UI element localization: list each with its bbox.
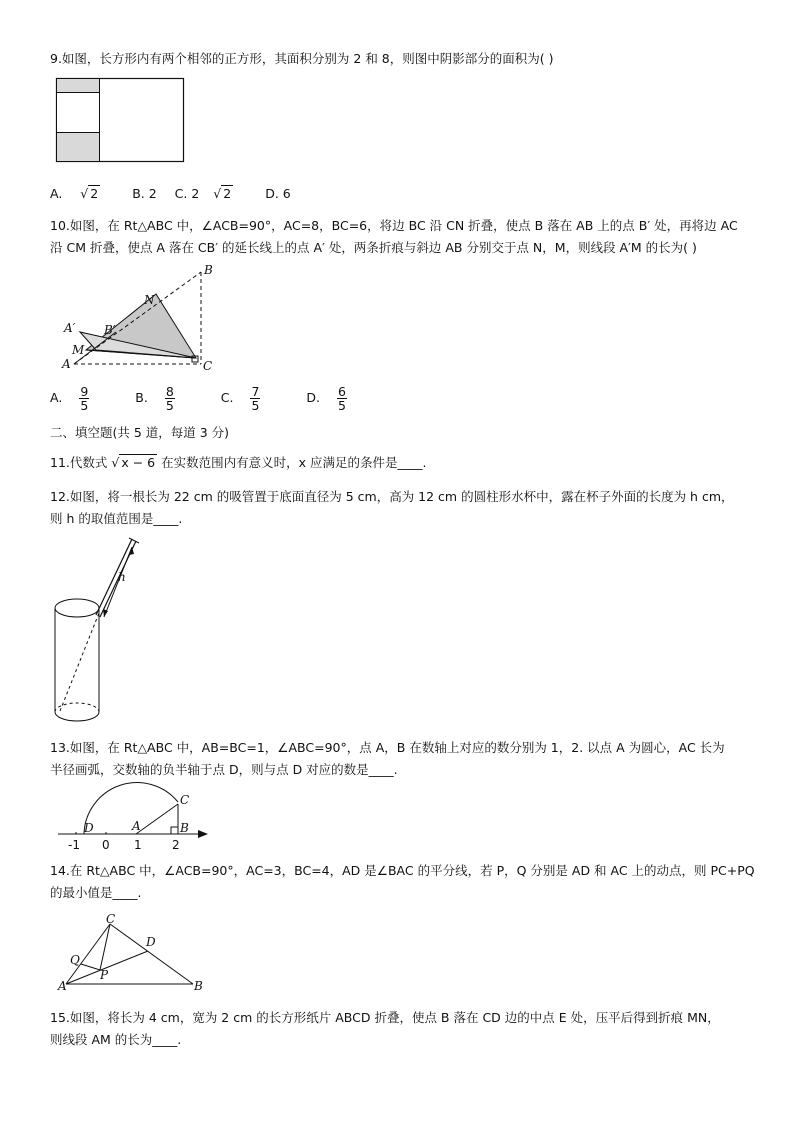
q14-label-q: Q bbox=[70, 953, 80, 967]
q9-option-b[interactable]: B. 2 bbox=[132, 186, 157, 201]
q10-option-d[interactable]: D. $\frac{6}{5}$ bbox=[306, 384, 346, 413]
q14-label-p: P bbox=[100, 968, 109, 982]
q13-stem-line1: 13.如图，在 Rt△ABC 中，AB=BC=1，∠ABC=90°，点 A，B 在数轴上对应的数分别为 1，2. 以点 A 为圆心，AC 长为 bbox=[50, 740, 725, 755]
q9-stem: 9.如图，长方形内有两个相邻的正方形，其面积分别为 2 和 8，则图中阴影部分的面积为( ) bbox=[50, 51, 554, 66]
q14-figure bbox=[56, 912, 216, 994]
q12-stem-line2: 则 h 的取值范围是____. bbox=[50, 511, 183, 526]
q10-figure bbox=[56, 262, 226, 377]
q10-option-a[interactable]: A. $\frac{9}{5}$ bbox=[50, 384, 89, 413]
q13-label-c: C bbox=[180, 793, 190, 807]
q10-label-a: A bbox=[62, 357, 71, 371]
q14-stem-line2: 的最小值是____. bbox=[50, 885, 142, 900]
q10-options bbox=[50, 385, 389, 412]
q14-label-b: B bbox=[194, 979, 203, 993]
q13-tick-2: 2 bbox=[172, 838, 180, 852]
q14-label-c: C bbox=[106, 912, 116, 926]
q10-option-c[interactable]: C. $\frac{7}{5}$ bbox=[220, 384, 260, 413]
q13-figure bbox=[56, 792, 216, 854]
q13-label-a: A bbox=[132, 819, 141, 833]
q14-label-a: A bbox=[58, 979, 67, 993]
q14-stem-line1: 14.在 Rt△ABC 中，∠ACB=90°，AC=3，BC=4，AD 是∠BAC 的平分线，若 P，Q 分别是 AD 和 AC 上的动点，则 PC+PQ bbox=[50, 863, 755, 878]
q10-stem-line1: 10.如图，在 Rt△ABC 中，∠ACB=90°，AC=8，BC=6，将边 BC 沿 CN 折叠，使点 B 落在 AB 上的点 B′ 处，再将边 AC bbox=[50, 218, 738, 233]
q13-label-b: B bbox=[180, 821, 189, 835]
q11-stem: 11.代数式 √ x − 6 在实数范围内有意义时，x 应满足的条件是____. bbox=[50, 455, 427, 470]
q12-figure bbox=[52, 535, 162, 730]
q15-stem-line1: 15.如图，将长为 4 cm，宽为 2 cm 的长方形纸片 ABCD 折叠，使点 B 落在 CD 边的中点 E 处，压平后得到折痕 MN， bbox=[50, 1010, 720, 1025]
q9-option-a[interactable]: A. √ 2 bbox=[50, 186, 99, 201]
q9-option-d[interactable]: D. 6 bbox=[265, 186, 291, 201]
q12-stem-line1: 12.如图，将一根长为 22 cm 的吸管置于底面直径为 5 cm，高为 12 cm 的圆柱形水杯中，露在杯子外面的长度为 h cm， bbox=[50, 489, 734, 504]
q10-label-b: B bbox=[204, 263, 213, 277]
q13-label-d: D bbox=[84, 821, 94, 835]
q13-stem-line2: 半径画弧，交数轴的负半轴于点 D，则与点 D 对应的数是____. bbox=[50, 762, 398, 777]
section-heading: 二、填空题(共 5 道，每道 3 分) bbox=[50, 425, 230, 440]
q14-label-d: D bbox=[146, 935, 156, 949]
q13-tick-minus1: -1 bbox=[68, 838, 80, 852]
q10-label-b-prime: B′ bbox=[104, 323, 116, 337]
q12-label-h: h bbox=[118, 570, 126, 584]
q9-option-c[interactable]: C. 2 √ 2 bbox=[174, 186, 232, 201]
q9-options bbox=[50, 186, 305, 201]
q10-stem-line2: 沿 CM 折叠，使点 A 落在 CB′ 的延长线上的点 A′ 处，两条折痕与斜边 AB 分别交于点 N，M，则线段 A′M 的长为( ) bbox=[50, 240, 697, 255]
q10-label-c: C bbox=[203, 359, 213, 373]
q15-stem-line2: 则线段 AM 的长为____. bbox=[50, 1032, 182, 1047]
q10-label-a-prime: A′ bbox=[64, 321, 76, 335]
q13-tick-1: 1 bbox=[134, 838, 142, 852]
q13-tick-0: 0 bbox=[102, 838, 110, 852]
q10-label-m: M bbox=[72, 343, 85, 357]
q9-figure bbox=[56, 78, 186, 164]
q10-option-b[interactable]: B. $\frac{8}{5}$ bbox=[135, 384, 174, 413]
q10-label-n: N bbox=[144, 293, 155, 307]
